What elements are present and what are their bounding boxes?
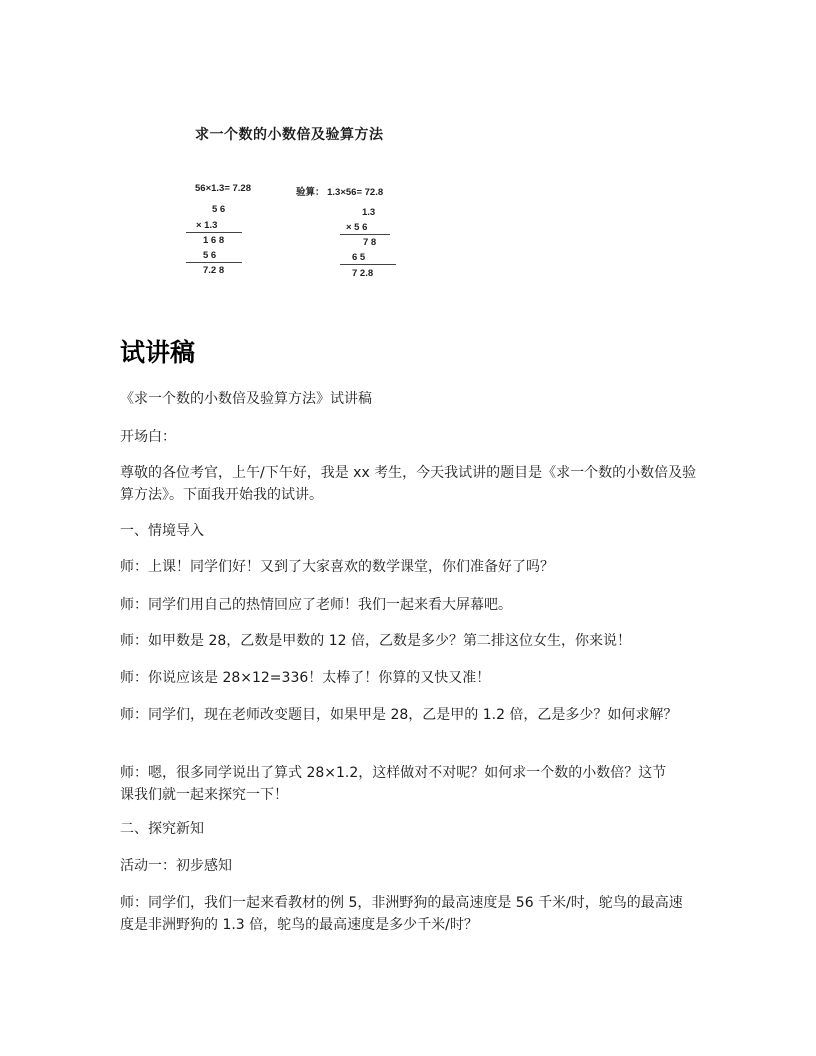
right-equation: 验算： 1.3×56= 72.8 (296, 187, 384, 198)
left-partial-2: 5 6 (203, 250, 217, 261)
right-line-1 (340, 234, 390, 235)
right-multiplier: × 5 6 (346, 222, 368, 233)
left-multiplier: × 1.3 (196, 220, 218, 231)
paragraph: 师：同学们用自己的热情回应了老师！我们一起来看大屏幕吧。 (120, 597, 512, 613)
paragraph-opening-label: 开场白： (120, 429, 176, 445)
paragraph: 师：上课！同学们好！又到了大家喜欢的数学课堂，你们准备好了吗？ (120, 559, 554, 575)
left-line-1 (186, 232, 242, 233)
doc-title: 《求一个数的小数倍及验算方法》试讲稿 (120, 391, 372, 407)
right-partial-1: 7 8 (363, 237, 377, 248)
paragraph: 师：嗯，很多同学说出了算式 28×1.2，这样做对不对呢？如何求一个数的小数倍？这节课我们就一起来探究一下！ (120, 765, 667, 803)
section-heading: 试讲稿 (120, 338, 196, 367)
left-equation: 56×1.3= 7.28 (195, 183, 251, 194)
section-intro-heading: 一、情境导入 (120, 523, 204, 539)
paragraph-greeting: 尊敬的各位考官，上午/下午好，我是 xx 考生，今天我试讲的题目是《求一个数的小数倍及验算方法》。下面我开始我的试讲。 (120, 465, 697, 503)
left-result: 7.2 8 (203, 265, 225, 276)
paragraph: 师：同学们，我们一起来看教材的例 5，非洲野狗的最高速度是 56 千米/时，鸵鸟的最高速度是非洲野狗的 1.3 倍，鸵鸟的最高速度是多少千米/时？ (120, 895, 683, 933)
paragraph: 师：你说应该是 28×12=336！太棒了！你算的又快又准！ (120, 670, 491, 686)
right-multiplicand: 1.3 (362, 207, 376, 218)
activity-heading: 活动一：初步感知 (120, 858, 232, 874)
left-line-2 (186, 262, 242, 263)
paragraph: 师：同学们，现在老师改变题目，如果甲是 28，乙是甲的 1.2 倍，乙是多少？如何求解？ (120, 707, 678, 723)
section-explore-heading: 二、探究新知 (120, 821, 204, 837)
right-line-2 (340, 264, 396, 265)
paragraph: 师：如甲数是 28，乙数是甲数的 12 倍，乙数是多少？第二排这位女生，你来说！ (120, 633, 631, 649)
figure-title: 求一个数的小数倍及验算方法 (195, 127, 384, 143)
right-partial-2: 6 5 (352, 252, 366, 263)
left-partial-1: 1 6 8 (203, 235, 225, 246)
right-result: 7 2.8 (352, 268, 374, 279)
left-multiplicand: 5 6 (212, 204, 226, 215)
